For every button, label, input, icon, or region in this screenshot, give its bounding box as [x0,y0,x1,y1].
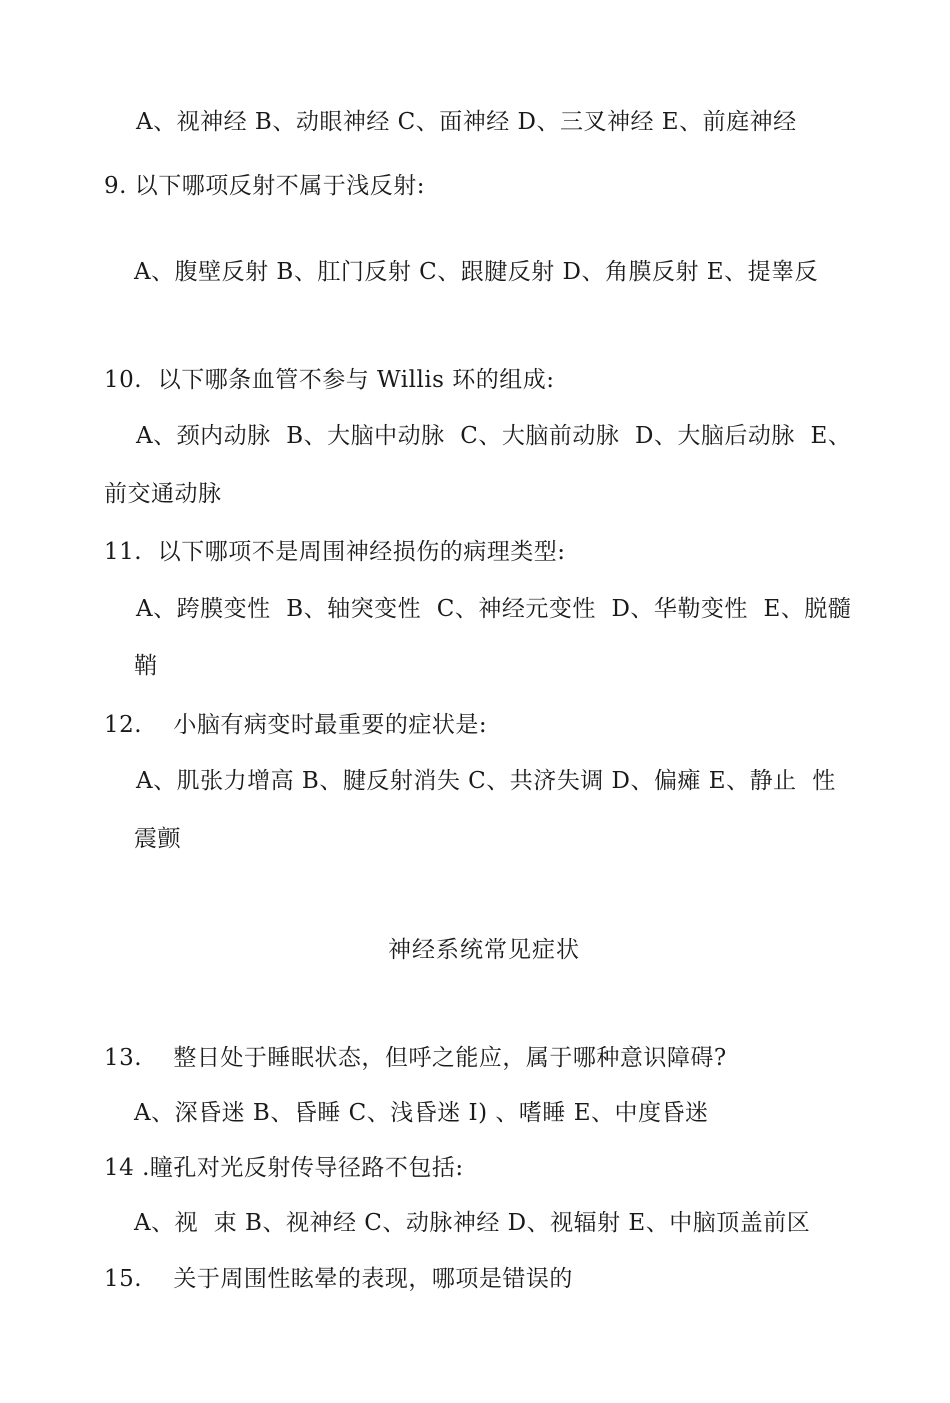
q11-question: 11. 以下哪项不是周围神经损伤的病理类型: [104,539,566,565]
q14-question: 14 .瞳孔对光反射传导径路不包括: [104,1155,464,1181]
q9-options: A、腹壁反射 B、肛门反射 C、跟腱反射 D、角膜反射 E、提睾反 [134,259,819,285]
q10-question: 10. 以下哪条血管不参与 Willis 环的组成: [104,367,555,393]
q14-options: A、视 束 B、视神经 C、动脉神经 D、视辐射 E、中脑顶盖前区 [134,1210,811,1236]
q12-question: 12. 小脑有病变时最重要的症状是: [104,712,488,738]
q10-options-line2: 前交通动脉 [104,481,222,507]
q8-options: A、视神经 B、动眼神经 C、面神经 D、三叉神经 E、前庭神经 [136,109,797,135]
q11-options-line1: A、跨膜变性 B、轴突变性 C、神经元变性 D、华勒变性 E、脱髓 [136,596,852,622]
q9-question: 9. 以下哪项反射不属于浅反射: [104,173,426,199]
q13-question: 13. 整日处于睡眠状态，但呼之能应，属于哪种意识障碍? [104,1045,727,1071]
q13-options: A、深昏迷 B、昏睡 C、浅昏迷 I) 、嗜睡 E、中度昏迷 [134,1100,709,1126]
q10-options-line1: A、颈内动脉 B、大脑中动脉 C、大脑前动脉 D、大脑后动脉 E、 [136,423,852,449]
q12-options-line1: A、肌张力增高 B、腱反射消失 C、共济失调 D、偏瘫 E、静止 性 [136,768,836,794]
q11-options-line2: 鞘 [134,653,158,679]
section-title: 神经系统常见症状 [388,937,580,963]
q12-options-line2: 震颤 [134,826,181,852]
q15-question: 15. 关于周围性眩晕的表现，哪项是错误的 [104,1266,573,1292]
